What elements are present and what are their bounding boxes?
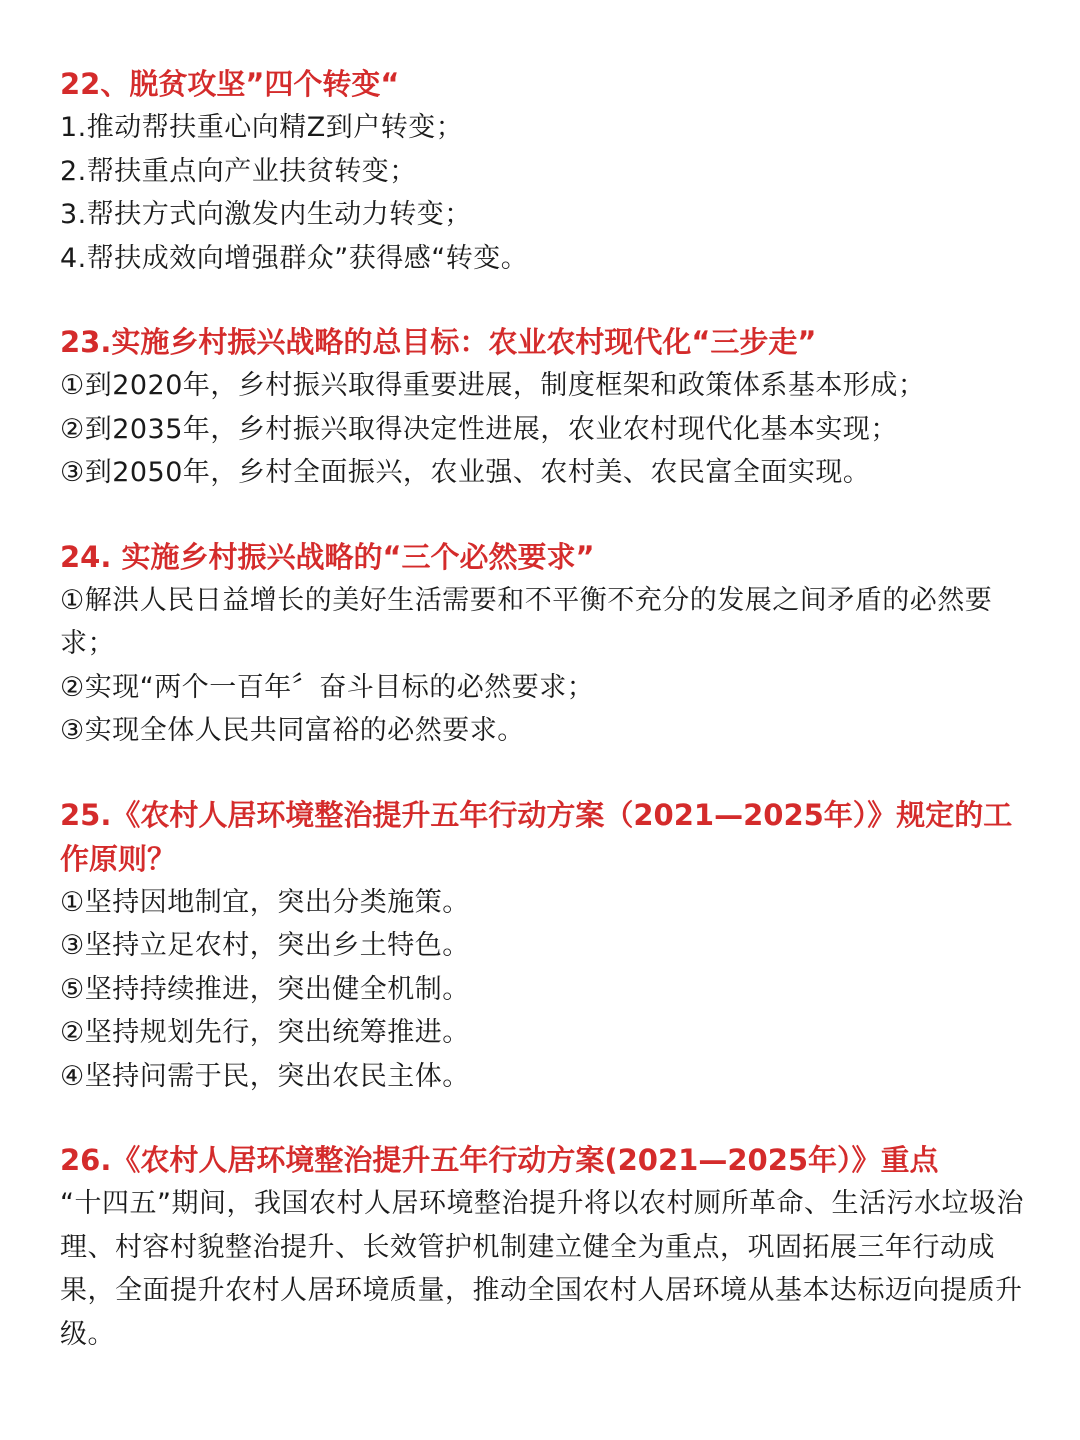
section-25 — [60, 793, 1025, 1099]
section-23 — [60, 320, 1025, 495]
list-item: ③实现全体人民共同富裕的必然要求。 — [60, 715, 525, 746]
section-heading: 25.《农村人居环境整治提升五年行动方案（2021—2025年）》规定的工作原则？ — [60, 797, 1013, 876]
section-heading: 23.实施乡村振兴战略的总目标：农业农村现代化“三步走” — [60, 325, 817, 359]
list-item: ①坚持因地制宜，突出分类施策。 — [60, 886, 470, 918]
section-heading: 26.《农村人居环境整治提升五年行动方案(2021—2025年）》重点 — [60, 1143, 939, 1177]
paragraph: “十四五”期间，我国农村人居环境整治提升将以农村厕所革命、生活污水垃圾治理、村容村貌整治提升、长效管护机制建立健全为重点，巩固拓展三年行动成果，全面提升农村人居环境质量，推动全国农村人居环境从基本达标迈向提质升级。 — [60, 1188, 1024, 1350]
list-item: 4.帮扶成效向增强群众”获得感“转变。 — [60, 242, 529, 274]
section-heading: 22、脱贫攻坚”四个转变“ — [60, 67, 400, 101]
section-24 — [60, 535, 1025, 753]
section-heading: 24. 实施乡村振兴战略的“三个必然要求” — [60, 539, 595, 574]
list-item: 2.帮扶重点向产业扶贫转变； — [60, 155, 417, 187]
list-item: ④坚持问需于民，突出农民主体。 — [60, 1060, 470, 1092]
notes-page — [60, 62, 1025, 1396]
list-item: ⑤坚持持续推进，突出健全机制。 — [60, 973, 470, 1005]
list-item: ③到2050年，乡村全面振兴，农业强、农村美、农民富全面实现。 — [60, 457, 871, 488]
section-22 — [60, 62, 1025, 280]
list-item: 3.帮扶方式向激发内生动力转变； — [60, 199, 472, 230]
list-item: ②坚持规划先行，突出统筹推进。 — [60, 1017, 470, 1048]
section-26 — [60, 1138, 1025, 1356]
list-item: ③坚持立足农村，突出乡土特色。 — [60, 930, 470, 961]
list-item: ①解洪人民日益增长的美好生活需要和不平衡不充分的发展之间矛盾的必然要求； — [60, 584, 993, 659]
list-item: 1.推动帮扶重心向精Z到户转变； — [60, 112, 464, 143]
list-item: ①到2020年，乡村振兴取得重要进展，制度框架和政策体系基本形成； — [60, 370, 926, 401]
list-item: ②到2035年，乡村振兴取得决定性进展，农业农村现代化基本实现； — [60, 413, 898, 445]
list-item: ②实现“两个一百年〞奋斗目标的必然要求； — [60, 671, 595, 703]
